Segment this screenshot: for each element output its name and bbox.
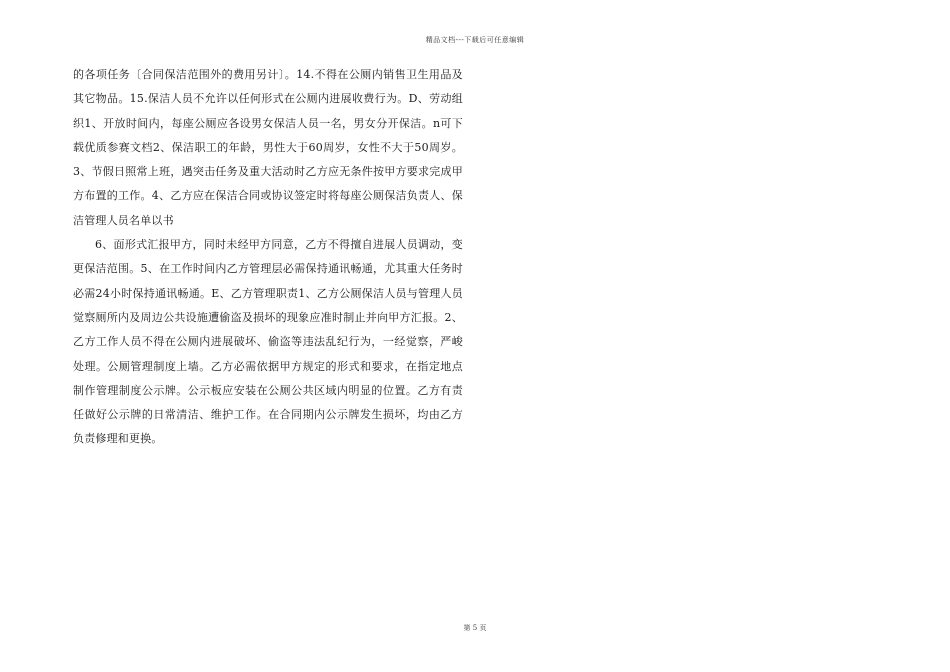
page-number: 第 5 页 — [463, 624, 487, 632]
page-header: 精品文档---下载后可任意编辑 — [425, 36, 525, 44]
body-paragraph: 的各项任务〔合同保洁范围外的费用另计〕。14.不得在公厕内销售卫生用品及其它物品。15.保洁人员不允许以任何形式在公厕内进展收费行为。D、劳动组织1、开放时间内，每座公厕应各设男女保洁人员一名，男女分开保洁。n可下载优质参赛文档2、保洁职工的年龄，男性大于60周岁，女性不大于50周岁。3、节假日照常上班，遇突击任务及重大活动时乙方应无条件按甲方要求完成甲方布置的工作。4、乙方应在保洁合同或协议签定时将每座公厕保洁负责人、保洁管理人员名单以书 — [73, 68, 463, 227]
body-paragraph: 6、面形式汇报甲方，同时未经甲方同意，乙方不得擅自进展人员调动，变更保洁范围。5、在工作时间内乙方管理层必需保持通讯畅通，尤其重大任务时必需24小时保持通讯畅通。E、乙方管理职责1、乙方公厕保洁人员与管理人员觉察厕所内及周边公共设施遭偷盗及损坏的现象应准时制止并向甲方汇报。2、乙方工作人员不得在公厕内进展破坏、偷盗等违法乱纪行为，一经觉察，严峻处理。公厕管理制度上墙。乙方必需依据甲方规定的形式和要求，在指定地点制作管理制度公示牌。公示板应安装在公厕公共区域内明显的位置。乙方有责任做好公示牌的日常清洁、维护工作。在合同期内公示牌发生损坏，均由乙方负责修理和更换。 — [73, 238, 463, 446]
document-body — [73, 63, 463, 452]
